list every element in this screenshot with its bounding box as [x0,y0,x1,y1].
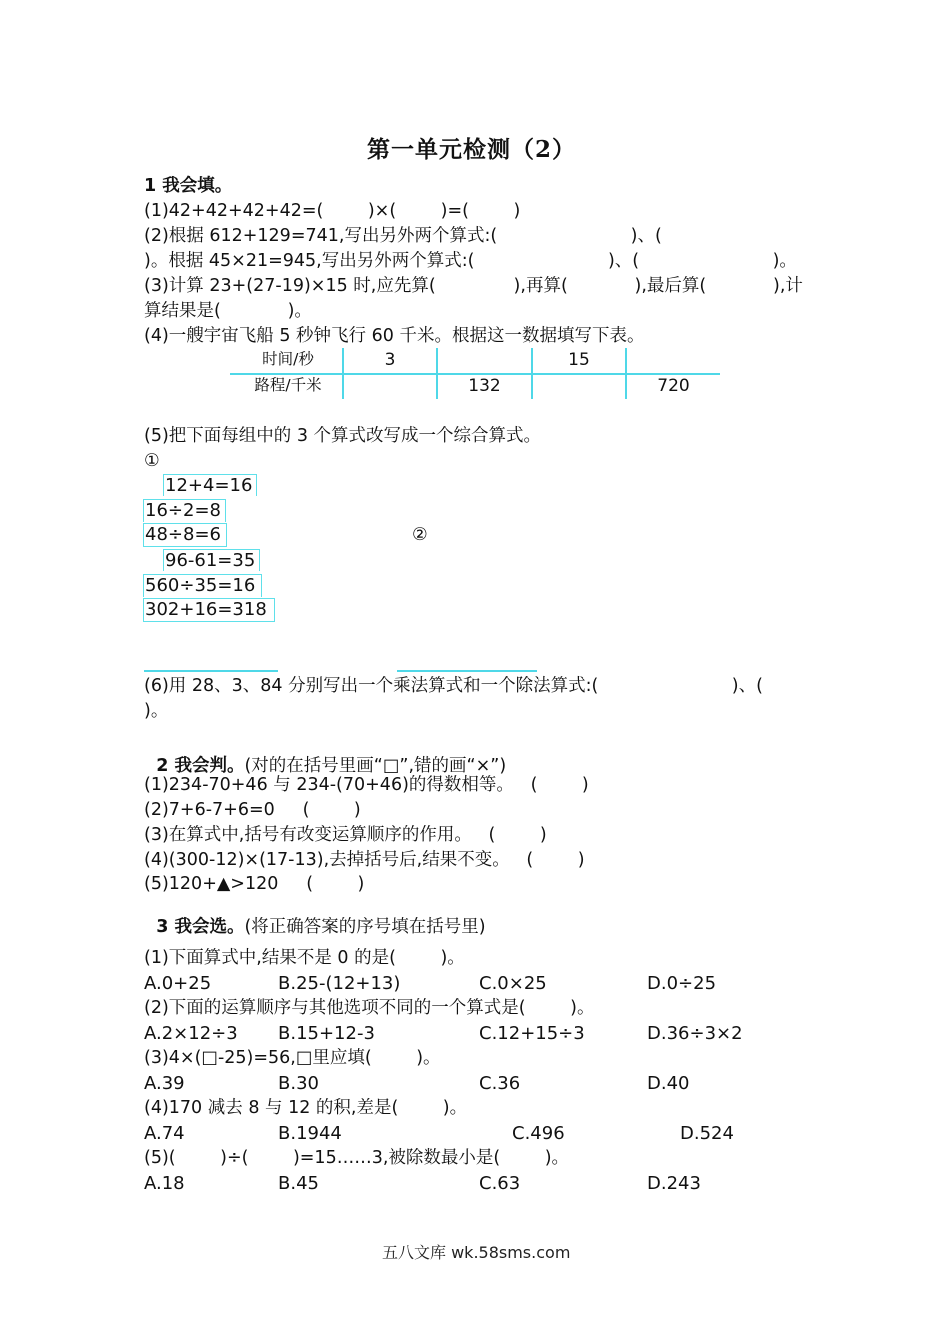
question-1-3-line1: (3)计算 23+(27-19)×15 时,应先算( ),再算( ),最后算( ),计 [144,276,803,296]
equation-box: 48÷8=6 [143,523,227,547]
question-1-3-line2: 算结果是( )。 [144,301,312,321]
judge-item: (2)7+6-7+6=0 ( ) [144,800,361,820]
choice-option-a: A.39 [144,1073,185,1094]
answer-line [397,670,537,672]
table-row-divider [230,373,720,375]
equation-box: 302+16=318 [143,598,275,622]
page-title: 第一单元检测（2） [367,136,577,163]
choice-option-b: B.45 [278,1173,319,1194]
judge-item: (4)(300-12)×(17-13),去掉括号后,结果不变。 ( ) [144,850,585,870]
question-1-6-line1: (6)用 28、3、84 分别写出一个乘法算式和一个除法算式:( )、( [144,676,763,696]
table-cell: 3 [384,350,396,370]
choice-option-d: D.40 [647,1073,690,1094]
section-3-title: 3 我会选。 [156,916,245,937]
choice-question: (5)( )÷( )=15……3,被除数最小是( )。 [144,1148,570,1168]
choice-option-b: B.30 [278,1073,319,1094]
choice-option-c: C.12+15÷3 [479,1023,585,1044]
group-2-label: ② [412,525,428,545]
table-cell: 15 [568,350,590,370]
choice-option-b: B.25-(12+13) [278,973,401,994]
choice-option-c: C.63 [479,1173,521,1194]
choice-option-a: A.2×12÷3 [144,1023,238,1044]
choice-option-c: C.496 [512,1123,565,1144]
footer-watermark: 五八文库 wk.58sms.com [382,1243,571,1262]
table-row-label-distance: 路程/千米 [254,376,322,394]
table-row-label-time: 时间/秒 [262,350,314,368]
section-3-heading [144,901,486,936]
choice-option-a: A.18 [144,1173,185,1194]
question-1-2-line2: )。根据 45×21=945,写出另外两个算式:( )、( )。 [144,251,797,271]
section-2-title: 2 我会判。 [156,755,245,776]
answer-line [144,670,278,672]
choice-option-a: A.0+25 [144,973,212,994]
question-1-5: (5)把下面每组中的 3 个算式改写成一个综合算式。 [144,426,542,446]
judge-item: (5)120+▲>120 ( ) [144,874,365,894]
choice-option-b: B.1944 [278,1123,342,1144]
choice-option-d: D.36÷3×2 [647,1023,743,1044]
choice-option-d: D.524 [680,1123,734,1144]
judge-item: (3)在算式中,括号有改变运算顺序的作用。 ( ) [144,825,547,845]
section-3-note: (将正确答案的序号填在括号里) [244,916,486,937]
group-1-label: ① [144,451,160,471]
table-cell: 720 [657,376,690,396]
section-2-heading [144,740,506,775]
question-1-6-line2: )。 [144,701,169,721]
section-2-note: (对的在括号里画“□”,错的画“×”) [244,755,507,776]
equation-box: 16÷2=8 [143,499,226,522]
question-1-1: (1)42+42+42+42=( )×( )=( ) [144,201,521,221]
question-1-2-line1: (2)根据 612+129=741,写出另外两个算式:( )、( [144,226,662,246]
choice-option-a: A.74 [144,1123,185,1144]
choice-question: (3)4×(□-25)=56,□里应填( )。 [144,1048,441,1068]
equation-box: 12+4=16 [163,474,257,496]
choice-option-b: B.15+12-3 [278,1023,375,1044]
choice-question: (4)170 减去 8 与 12 的积,差是( )。 [144,1098,468,1118]
equation-box: 96-61=35 [163,549,260,571]
judge-item: (1)234-70+46 与 234-(70+46)的得数相等。 ( ) [144,775,589,795]
choice-option-c: C.0×25 [479,973,547,994]
question-1-4: (4)一艘宇宙飞船 5 秒钟飞行 60 千米。根据这一数据填写下表。 [144,326,645,346]
choice-option-d: D.243 [647,1173,701,1194]
choice-question: (2)下面的运算顺序与其他选项不同的一个算式是( )。 [144,998,595,1018]
choice-option-c: C.36 [479,1073,521,1094]
section-1-heading: 1 我会填。 [144,176,233,196]
equation-box: 560÷35=16 [143,574,262,597]
choice-option-d: D.0÷25 [647,973,717,994]
choice-question: (1)下面算式中,结果不是 0 的是( )。 [144,948,465,968]
table-cell: 132 [468,376,501,396]
